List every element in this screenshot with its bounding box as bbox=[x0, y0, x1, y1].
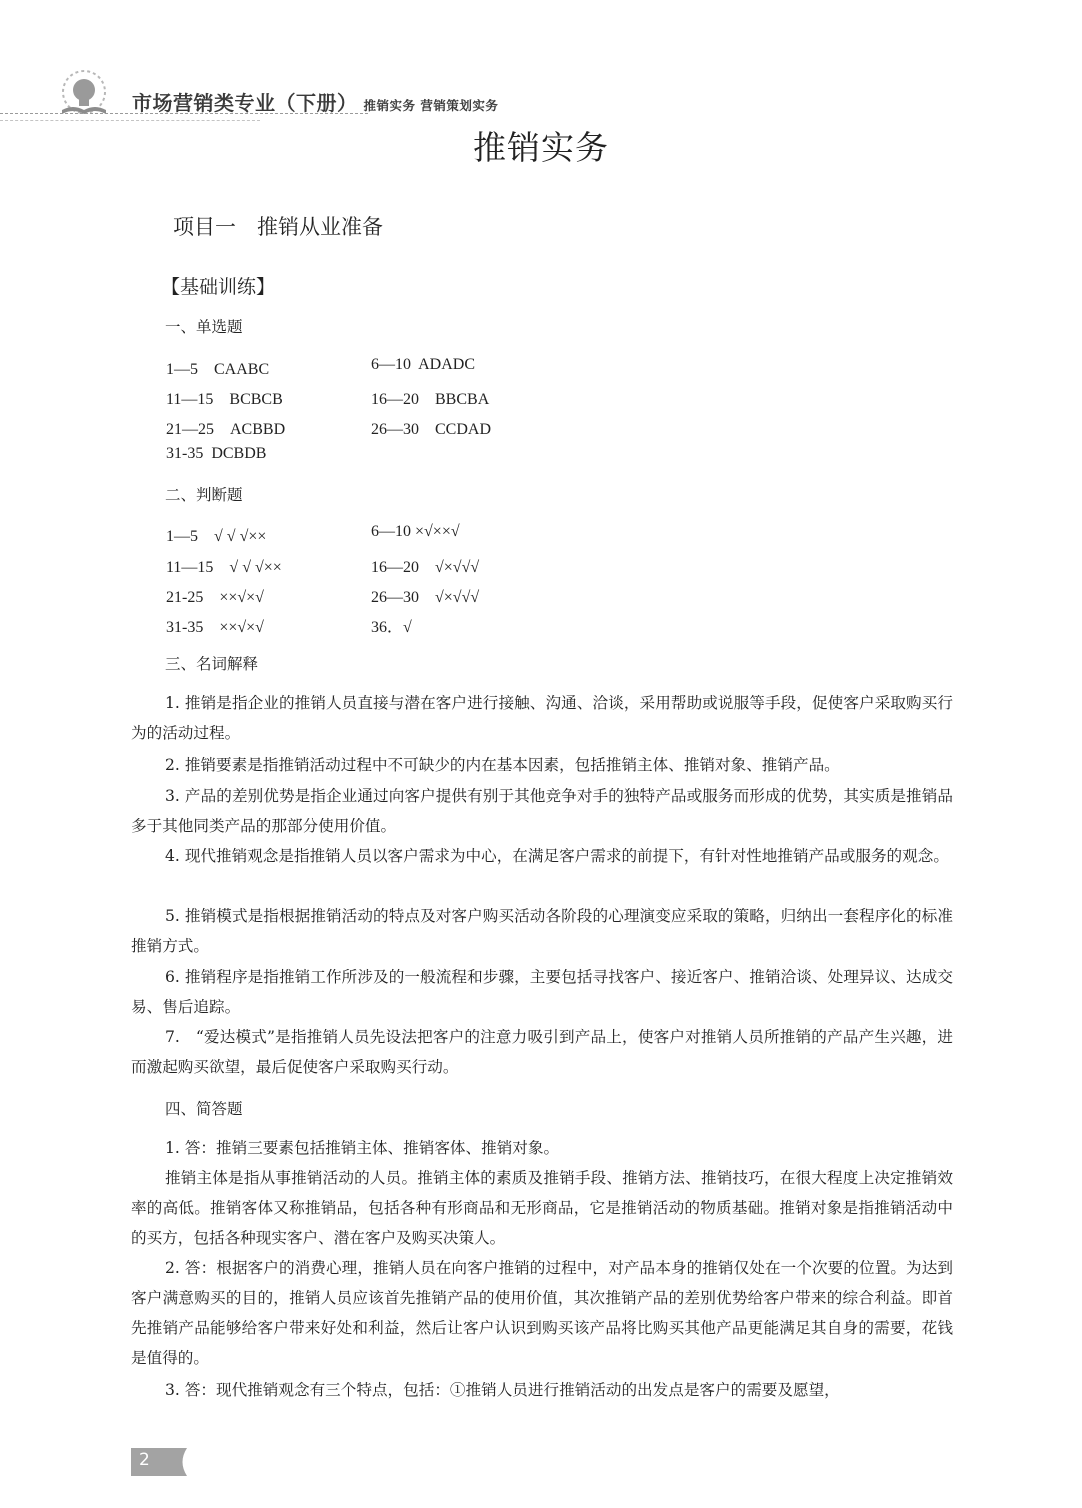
answer-single-choice: 6—10 ADADC bbox=[371, 356, 476, 373]
training-label: 【基础训练】 bbox=[161, 276, 276, 298]
header-divider bbox=[0, 113, 368, 114]
answer-paragraph: 推销主体是指从事推销活动的人员。推销主体的素质及推销手段、推销方法、推销技巧，在很大程度上决定推销效率的高低。推销客体又称推销品，包括各种有形商品和无形商品，它是推销活动的物质基础。推销对象是指推销活动中的买方，包括各种现实客户、潜在客户及购买决策人。 bbox=[131, 1169, 953, 1247]
page-number: 2 bbox=[139, 1450, 150, 1470]
lightbulb-book-logo-icon bbox=[58, 70, 110, 118]
series-title-main: 市场营销类专业（下册） bbox=[132, 91, 358, 115]
answer-true-false: 31-35 ××√×√ bbox=[166, 619, 264, 636]
project-title: 项目一 推销从业准备 bbox=[173, 215, 383, 239]
series-subtitle: 推销实务 营销策划实务 bbox=[363, 98, 499, 113]
term-paragraph: 4. 现代推销观念是指推销人员以客户需求为中心，在满足客户需求的前提下，有针对性地推销产品或服务的观念。 bbox=[165, 847, 949, 865]
section-heading-single-choice: 一、单选题 bbox=[165, 318, 243, 336]
answer-true-false: 6—10 ×√××√ bbox=[371, 523, 460, 540]
answer-true-false: 11—15 √ √ √×× bbox=[166, 559, 282, 576]
answer-true-false: 36．√ bbox=[371, 619, 412, 636]
answer-paragraph: 3. 答：现代推销观念有三个特点，包括：①推销人员进行推销活动的出发点是客户的需要及愿望， bbox=[165, 1381, 840, 1399]
answer-single-choice: 11—15 BCBCB bbox=[166, 391, 283, 408]
term-paragraph: 6. 推销程序是指推销工作所涉及的一般流程和步骤，主要包括寻找客户、接近客户、推销洽谈、处理异议、达成交易、售后追踪。 bbox=[131, 968, 953, 1016]
term-paragraph: 3. 产品的差别优势是指企业通过向客户提供有别于其他竞争对手的独特产品或服务而形成的优势，其实质是推销品多于其他同类产品的那部分使用价值。 bbox=[131, 787, 953, 835]
term-paragraph: 7. “爱达模式”是指推销人员先设法把客户的注意力吸引到产品上，使客户对推销人员所推销的产品产生兴趣，进而激起购买欲望，最后促使客户采取购买行动。 bbox=[131, 1028, 953, 1076]
answer-single-choice: 1—5 CAABC bbox=[166, 361, 270, 378]
answer-true-false: 1—5 √ √ √×× bbox=[166, 528, 267, 545]
answer-true-false: 16—20 √×√√√ bbox=[371, 559, 480, 576]
answer-true-false: 21-25 ××√×√ bbox=[166, 589, 264, 606]
document-title: 推销实务 bbox=[473, 128, 609, 167]
answer-paragraph: 1. 答：推销三要素包括推销主体、推销客体、推销对象。 bbox=[165, 1139, 560, 1157]
series-title bbox=[132, 87, 498, 116]
section-heading-true-false: 二、判断题 bbox=[165, 486, 243, 504]
answer-paragraph: 2. 答：根据客户的消费心理，推销人员在向客户推销的过程中，对产品本身的推销仅处在一个次要的位置。为达到客户满意购买的目的，推销人员应该首先推销产品的使用价值，其次推销产品的差别优势给客户带来的综合利益。即首先推销产品能够给客户带来好处和利益，然后让客户认识到购买该产品将比购买其他产品更能满足其自身的需要，花钱是值得的。 bbox=[131, 1259, 953, 1367]
answer-single-choice: 26—30 CCDAD bbox=[371, 421, 492, 438]
answer-single-choice: 21—25 ACBBD bbox=[166, 421, 286, 438]
section-heading-terms: 三、名词解释 bbox=[165, 655, 259, 673]
term-paragraph: 1. 推销是指企业的推销人员直接与潜在客户进行接触、沟通、洽谈，采用帮助或说服等手段，促使客户采取购买行为的活动过程。 bbox=[131, 694, 953, 742]
answer-single-choice: 16—20 BBCBA bbox=[371, 391, 490, 408]
term-paragraph: 5. 推销模式是指根据推销活动的特点及对客户购买活动各阶段的心理演变应采取的策略，归纳出一套程序化的标准推销方式。 bbox=[131, 907, 953, 955]
answer-single-choice: 31-35 DCBDB bbox=[166, 445, 267, 462]
term-paragraph: 2. 推销要素是指推销活动过程中不可缺少的内在基本因素，包括推销主体、推销对象、推销产品。 bbox=[165, 756, 840, 774]
answer-true-false: 26—30 √×√√√ bbox=[371, 589, 480, 606]
header-divider-secondary bbox=[0, 120, 260, 121]
running-header bbox=[58, 64, 499, 120]
section-heading-short-answer: 四、简答题 bbox=[165, 1100, 243, 1118]
